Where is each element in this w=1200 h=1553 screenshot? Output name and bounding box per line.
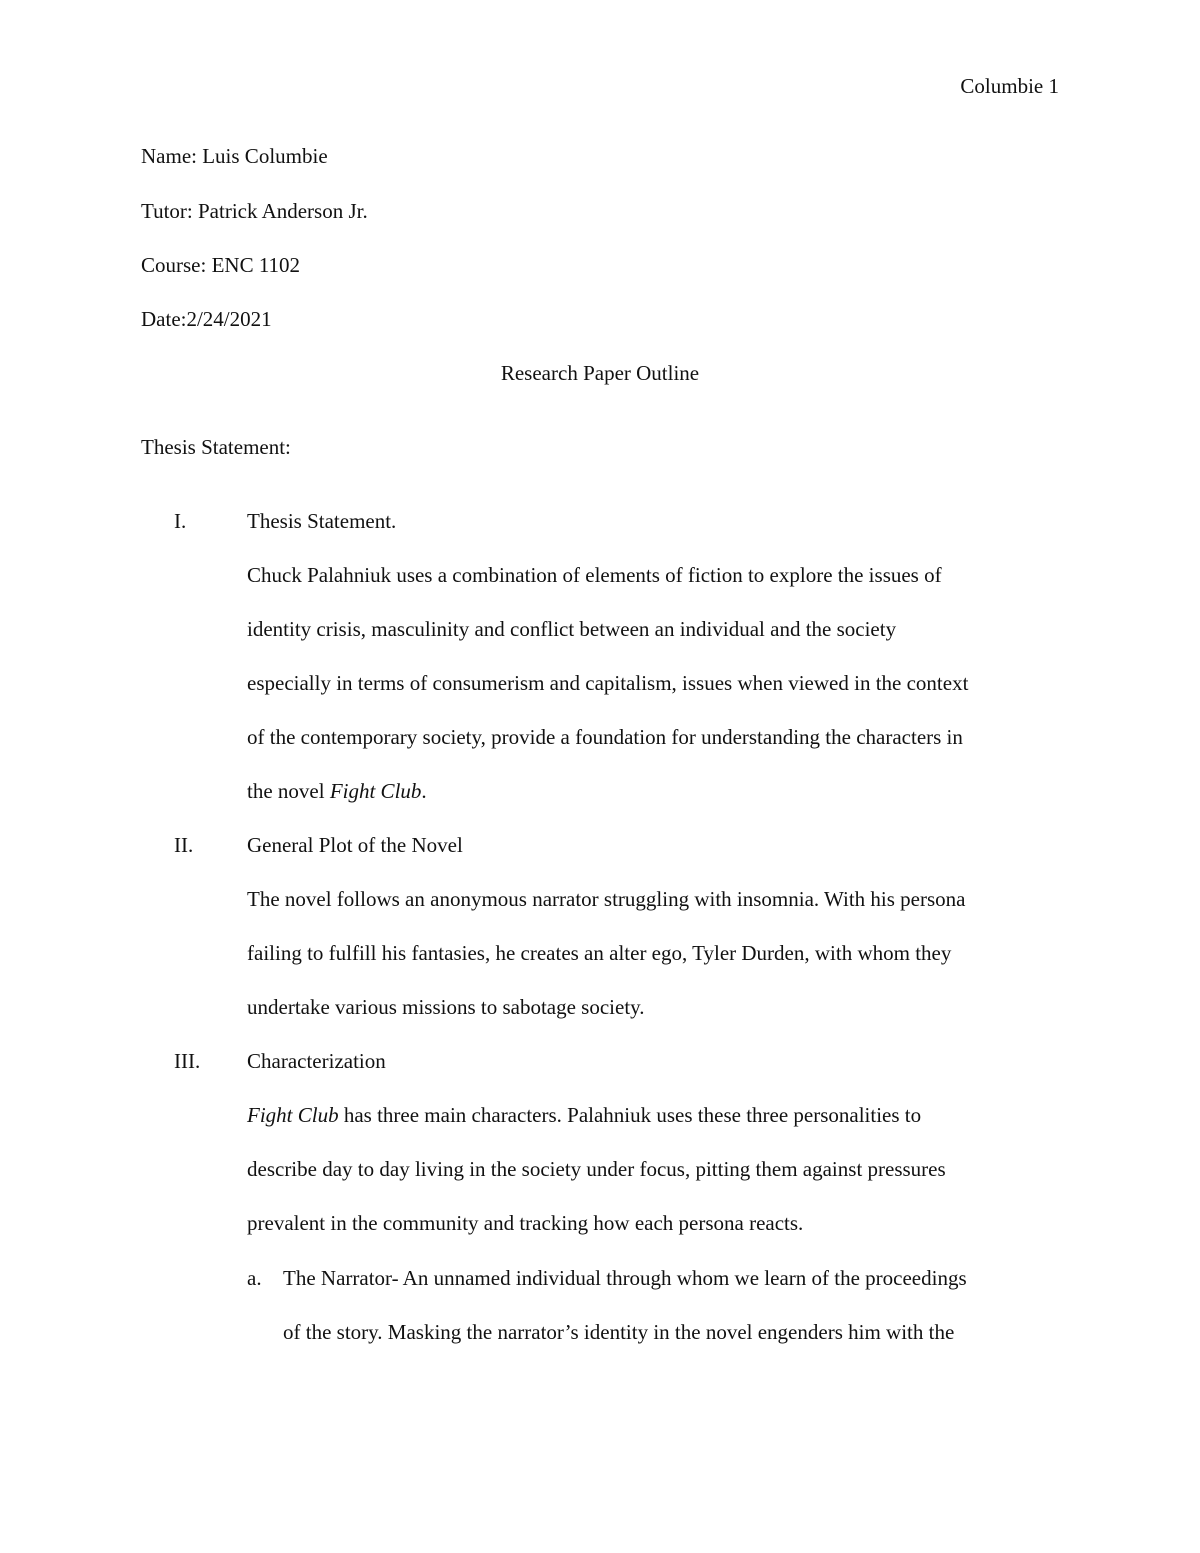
book-title: Fight Club: [247, 1103, 339, 1127]
running-head: Columbie 1: [960, 74, 1059, 98]
text-run: has three main characters. Palahniuk uses these three personalities to: [338, 1103, 922, 1127]
paragraph-line: describe day to day living in the society under focus, pitting them against pressures: [247, 1157, 946, 1181]
paragraph-line: Chuck Palahniuk uses a combination of elements of fiction to explore the issues of: [247, 563, 942, 587]
date: Date:2/24/2021: [141, 307, 272, 331]
section-heading: Characterization: [247, 1049, 386, 1073]
student-name: Name: Luis Columbie: [141, 144, 328, 168]
section-heading: General Plot of the Novel: [247, 833, 463, 857]
tutor-name: Tutor: Patrick Anderson Jr.: [141, 199, 368, 223]
subitem-line: The Narrator- An unnamed individual through whom we learn of the proceedings: [283, 1266, 967, 1290]
paragraph-line: identity crisis, masculinity and conflict between an individual and the society: [247, 617, 897, 641]
section-numeral: II.: [174, 833, 194, 857]
course-code: Course: ENC 1102: [141, 253, 301, 277]
paragraph-line: [247, 777, 427, 805]
text-run: the novel: [247, 779, 330, 803]
paragraph-line: failing to fulfill his fantasies, he creates an alter ego, Tyler Durden, with whom they: [247, 941, 952, 965]
paragraph-line: undertake various missions to sabotage society.: [247, 995, 645, 1019]
paragraph-line: especially in terms of consumerism and capitalism, issues when viewed in the context: [247, 671, 969, 695]
paragraph-line: of the contemporary society, provide a foundation for understanding the characters in: [247, 725, 963, 749]
text-run: .: [421, 779, 427, 803]
book-title: Fight Club: [329, 779, 422, 803]
paragraph-line: [247, 1101, 921, 1129]
section-heading: Thesis Statement.: [247, 509, 397, 533]
subitem-letter: a.: [247, 1266, 262, 1290]
subitem-line: of the story. Masking the narrator’s identity in the novel engenders him with the: [283, 1320, 955, 1344]
thesis-label: Thesis Statement:: [141, 435, 291, 459]
paragraph-line: The novel follows an anonymous narrator struggling with insomnia. With his persona: [247, 887, 966, 911]
section-numeral: I.: [174, 509, 187, 533]
page-title: Research Paper Outline: [500, 361, 700, 385]
paragraph-line: prevalent in the community and tracking how each persona reacts.: [247, 1211, 804, 1235]
section-numeral: III.: [174, 1049, 201, 1073]
